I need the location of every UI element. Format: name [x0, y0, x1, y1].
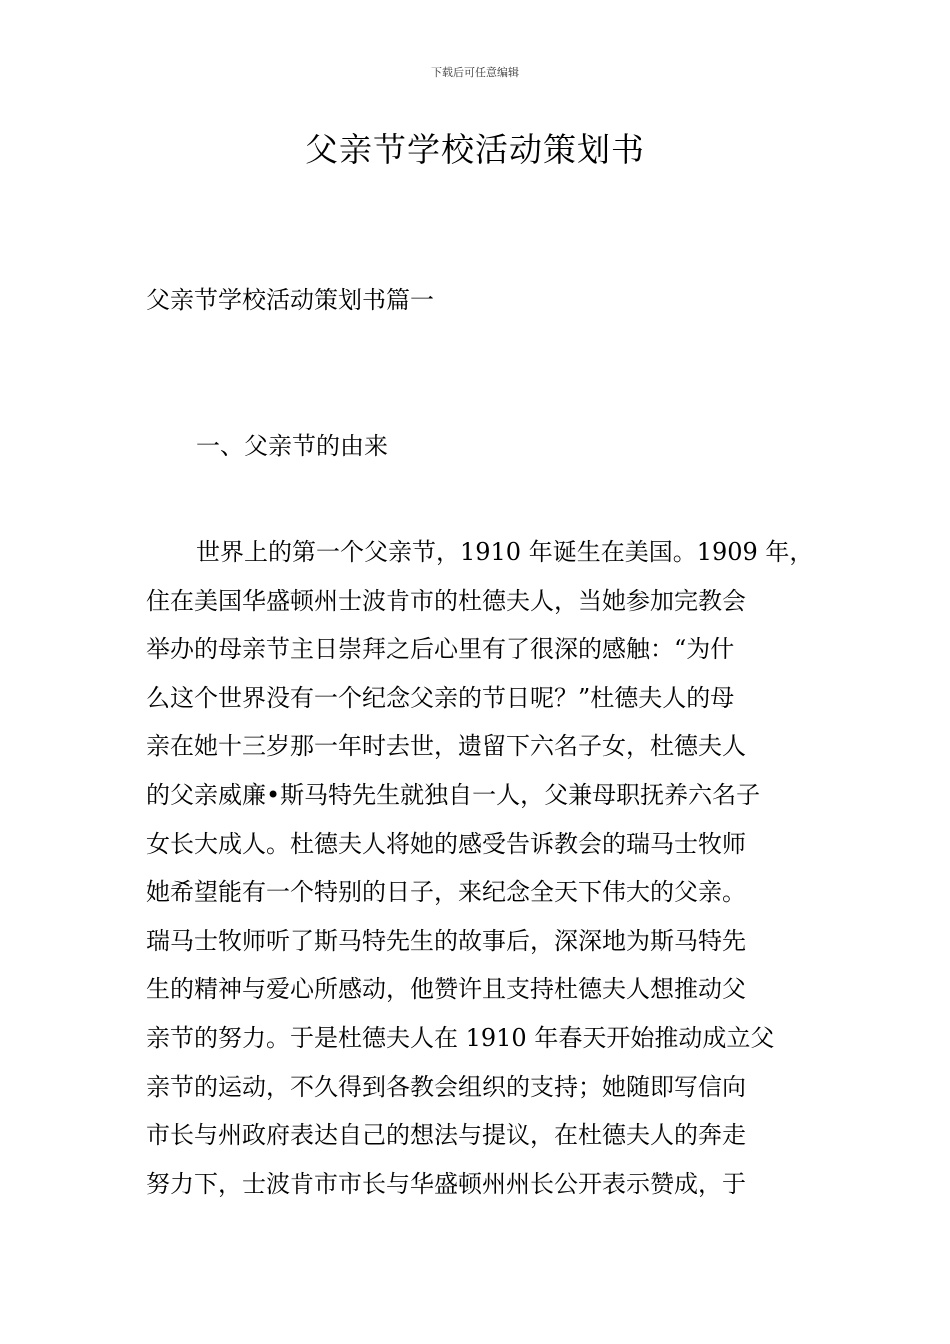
document-title: 父亲节学校活动策划书: [305, 130, 645, 169]
header-note: 下载后可任意编辑: [431, 66, 519, 79]
paragraph-line: 亲在她十三岁那一年时去世，遗留下六名子女，杜德夫人: [146, 732, 746, 761]
paragraph-line: 努力下，士波肯市市长与华盛顿州州长公开表示赞成，于: [146, 1169, 746, 1198]
paragraph-line: 生的精神与爱心所感动，他赞许且支持杜德夫人想推动父: [146, 975, 746, 1004]
paragraph-line: 市长与州政府表达自己的想法与提议，在杜德夫人的奔走: [146, 1121, 746, 1150]
paragraph-line: 住在美国华盛顿州士波肯市的杜德夫人，当她参加完教会: [146, 586, 746, 615]
paragraph-line: 举办的母亲节主日崇拜之后心里有了很深的感触：“为什: [146, 635, 735, 664]
section-title: 父亲节学校活动策划书篇一: [146, 286, 434, 314]
paragraph-line: 世界上的第一个父亲节，1910 年诞生在美国。1909 年，: [196, 538, 814, 566]
subheading-origin: 一、父亲节的由来: [196, 432, 388, 460]
paragraph-line: 瑞马士牧师听了斯马特先生的故事后，深深地为斯马特先: [146, 926, 746, 955]
paragraph-line: 亲节的运动，不久得到各教会组织的支持；她随即写信向: [146, 1072, 746, 1101]
paragraph-line: 么这个世界没有一个纪念父亲的节日呢？”杜德夫人的母: [146, 683, 735, 712]
paragraph-line: 亲节的努力。于是杜德夫人在 1910 年春天开始推动成立父: [146, 1023, 775, 1052]
paragraph-line: 她希望能有一个特别的日子，来纪念全天下伟大的父亲。: [146, 878, 746, 907]
body-paragraph: [146, 528, 814, 1208]
paragraph-line: 女长大成人。杜德夫人将她的感受告诉教会的瑞马士牧师: [146, 829, 746, 858]
paragraph-line: 的父亲威廉•斯马特先生就独自一人，父兼母职抚养六名子: [146, 780, 761, 809]
